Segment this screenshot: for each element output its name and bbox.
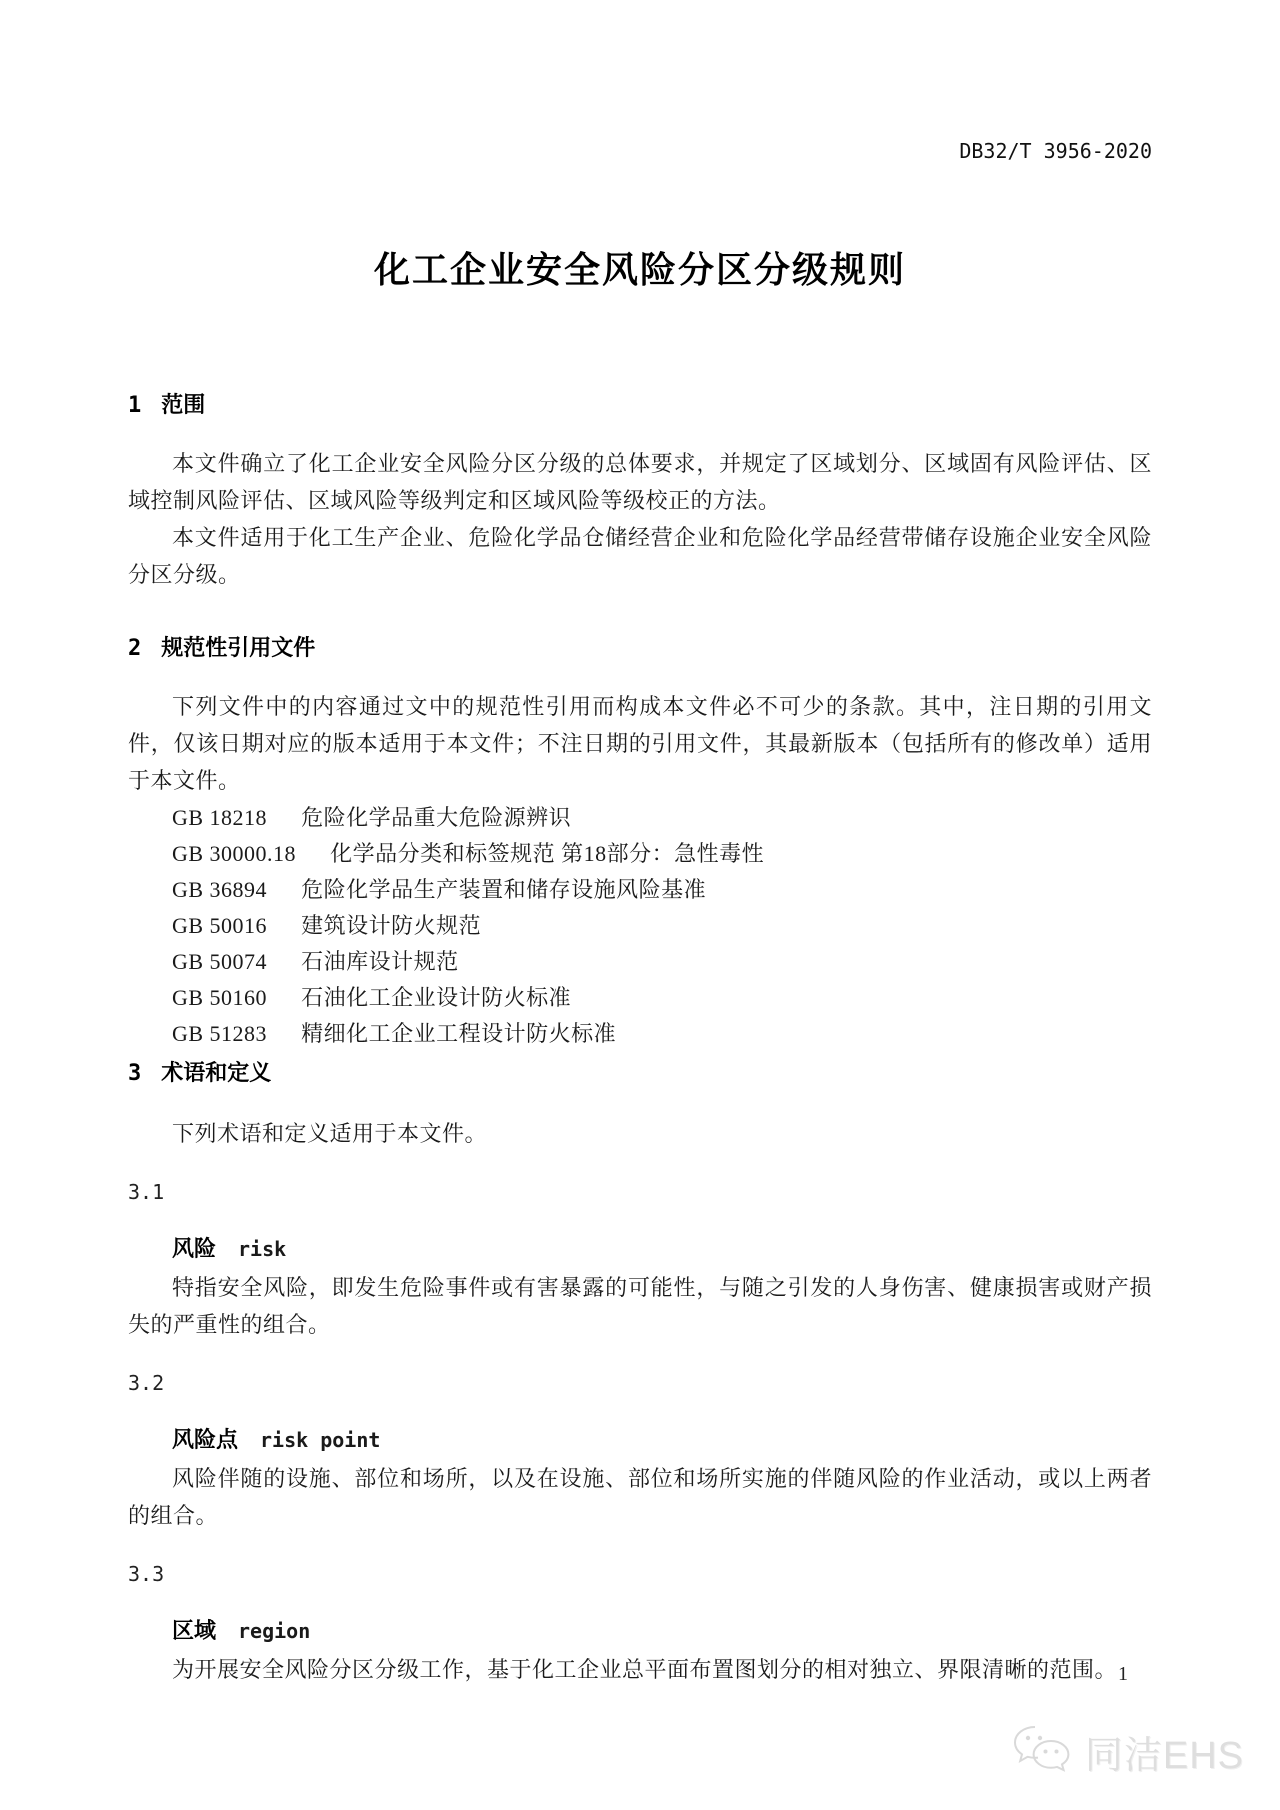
- scope-paragraph-1: 本文件确立了化工企业安全风险分区分级的总体要求，并规定了区域划分、区域固有风险评估、区域控制风险评估、区域风险等级判定和区域风险等级校正的方法。: [128, 451, 1152, 513]
- term-definition: 特指安全风险，即发生危险事件或有害暴露的可能性，与随之引发的人身伤害、健康损害或财产损失的严重性的组合。: [128, 1275, 1152, 1337]
- page-content: [128, 0, 1152, 1688]
- term-id: 3.1: [128, 1180, 165, 1204]
- section-number: 2: [128, 636, 142, 661]
- term-name: [128, 1425, 1152, 1455]
- normative-reference-list: [128, 800, 1152, 1052]
- term-name-zh: 风险: [172, 1236, 217, 1261]
- section-heading-normative-references: [128, 633, 1152, 664]
- section-title: 术语和定义: [161, 1060, 272, 1085]
- reference-name: 石油库设计规范: [301, 949, 459, 974]
- reference-item: [128, 980, 1152, 1016]
- reference-code: GB 18218: [172, 805, 268, 830]
- reference-item: [128, 872, 1152, 908]
- term-id: 3.2: [128, 1371, 165, 1395]
- terms-intro: 下列术语和定义适用于本文件。: [172, 1121, 488, 1146]
- wechat-chat-bubbles-icon: [1011, 1722, 1075, 1780]
- section-heading-terms: [128, 1058, 1152, 1089]
- reference-code: GB 30000.18: [172, 841, 297, 866]
- term-name-en: region: [238, 1619, 311, 1643]
- term-name-zh: 区域: [172, 1618, 217, 1643]
- term-name-en: risk: [238, 1237, 287, 1261]
- section-title: 规范性引用文件: [161, 635, 316, 660]
- reference-code: GB 51283: [172, 1021, 268, 1046]
- page-number: 1: [1118, 1663, 1128, 1685]
- reference-item: [128, 908, 1152, 944]
- reference-code: GB 50074: [172, 949, 268, 974]
- reference-item: [128, 836, 1152, 872]
- reference-code: GB 50160: [172, 985, 268, 1010]
- reference-item: [128, 944, 1152, 980]
- reference-name: 危险化学品生产装置和储存设施风险基准: [301, 877, 707, 902]
- reference-item: [128, 800, 1152, 836]
- reference-code: GB 36894: [172, 877, 268, 902]
- term-block-region: [128, 1560, 1152, 1688]
- term-name: [128, 1234, 1152, 1264]
- standard-number: DB32/T 3956-2020: [959, 139, 1152, 163]
- brand-watermark-text: 同洁EHS: [1084, 1734, 1244, 1777]
- term-id: 3.3: [128, 1562, 165, 1586]
- reference-code: GB 50016: [172, 913, 268, 938]
- section-number: 1: [128, 393, 142, 418]
- reference-name: 危险化学品重大危险源辨识: [301, 805, 572, 830]
- section-heading-scope: [128, 390, 1152, 421]
- term-name-en: risk point: [260, 1428, 381, 1452]
- reference-item: [128, 1016, 1152, 1052]
- term-block-risk-point: [128, 1369, 1152, 1534]
- term-block-risk: [128, 1178, 1152, 1343]
- reference-name: 建筑设计防火规范: [301, 913, 482, 938]
- term-name: [128, 1616, 1152, 1646]
- section-number: 3: [128, 1061, 142, 1086]
- references-intro-paragraph: 下列文件中的内容通过文中的规范性引用而构成本文件必不可少的条款。其中，注日期的引用文件，仅该日期对应的版本适用于本文件；不注日期的引用文件，其最新版本（包括所有的修改单）适用于本文件。: [128, 694, 1152, 793]
- reference-name: 化学品分类和标签规范 第18部分：急性毒性: [330, 841, 765, 866]
- brand-watermark: [1011, 1722, 1244, 1780]
- section-title: 范围: [161, 392, 206, 417]
- term-name-zh: 风险点: [172, 1427, 239, 1452]
- reference-name: 石油化工企业设计防火标准: [301, 985, 572, 1010]
- document-title: 化工企业安全风险分区分级规则: [373, 249, 906, 290]
- term-definition: 风险伴随的设施、部位和场所，以及在设施、部位和场所实施的伴随风险的作业活动，或以上两者的组合。: [128, 1466, 1152, 1528]
- reference-name: 精细化工企业工程设计防火标准: [301, 1021, 617, 1046]
- scope-paragraph-2: 本文件适用于化工生产企业、危险化学品仓储经营企业和危险化学品经营带储存设施企业安全风险分区分级。: [128, 525, 1152, 587]
- term-definition: 为开展安全风险分区分级工作，基于化工企业总平面布置图划分的相对独立、界限清晰的范围。: [172, 1657, 1118, 1682]
